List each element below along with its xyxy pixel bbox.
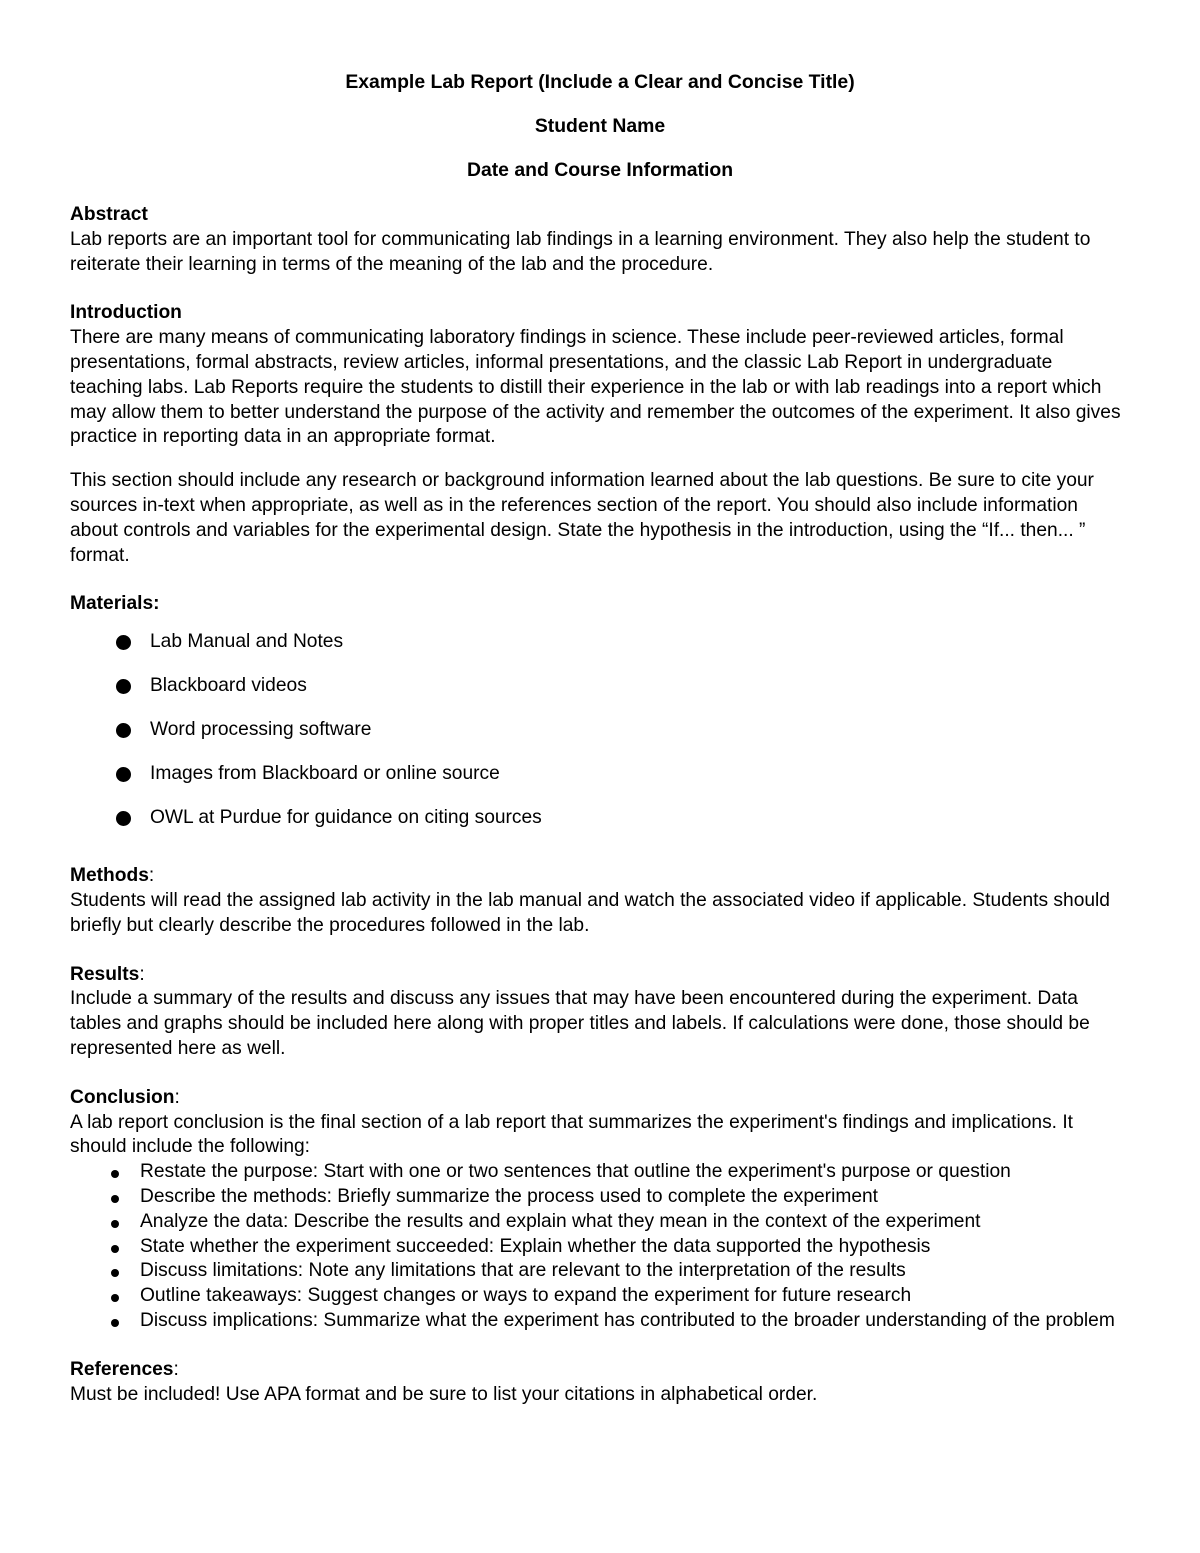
methods-heading-line — [70, 864, 1130, 889]
conclusion-text: A lab report conclusion is the final section of a lab report that summarizes the experiment's findings and implications. It should include the following: — [70, 1111, 1073, 1158]
references-colon: : — [173, 1358, 179, 1380]
references-heading: References — [70, 1358, 174, 1380]
conclusion-list-item — [70, 1185, 1130, 1210]
methods-text: Students will read the assigned lab activity in the lab manual and watch the associated video if applicable. Students should briefly but clearly describe the procedures followed in the lab. — [70, 889, 1110, 936]
materials-item-text: Lab Manual and Notes — [150, 631, 344, 653]
abstract-heading: Abstract — [70, 204, 148, 225]
materials-section — [70, 592, 1130, 850]
conclusion-list — [70, 1160, 1130, 1334]
results-section — [70, 963, 1130, 1062]
conclusion-item-text: Outline takeaways: Suggest changes or ways to expand the experiment for future research — [140, 1285, 912, 1307]
conclusion-item-text: State whether the experiment succeeded: Explain whether the data supported the hypothesis — [140, 1235, 931, 1257]
bullet-icon — [111, 1195, 119, 1203]
bullet-icon — [111, 1294, 119, 1302]
results-colon: : — [139, 963, 145, 985]
materials-item-text: Word processing software — [150, 719, 372, 741]
abstract-section — [70, 203, 1130, 277]
materials-list-item — [70, 762, 1130, 806]
materials-list-item — [70, 630, 1130, 674]
bullet-icon — [116, 723, 131, 738]
references-text: Must be included! Use APA format and be sure to list your citations in alphabetical order. — [70, 1383, 818, 1405]
conclusion-list-item — [70, 1284, 1130, 1309]
conclusion-item-text: Discuss limitations: Note any limitations that are relevant to the interpretation of the results — [140, 1260, 906, 1282]
title-block — [70, 70, 1130, 182]
conclusion-section — [70, 1086, 1130, 1334]
introduction-paragraph-2: This section should include any research or background information learned about the lab questions. Be sure to cite your sources in-text when appropriate, as well as in the references section of the report. You should also include information about controls and variables for the experimental design. State the hypothesis in the introduction, using the “If... then... ” format. — [70, 470, 1094, 566]
conclusion-list-item — [70, 1309, 1130, 1334]
student-name: Student Name — [534, 115, 666, 137]
conclusion-list-item — [70, 1160, 1130, 1185]
bullet-icon — [111, 1170, 119, 1178]
materials-heading: Materials: — [70, 593, 160, 615]
materials-item-text: Images from Blackboard or online source — [150, 763, 500, 785]
bullet-icon — [111, 1269, 119, 1277]
materials-list-item — [70, 806, 1130, 850]
results-text: Include a summary of the results and discuss any issues that may have been encountered during the experiment. Data tables and graphs should be included here along with proper titles and labels. If calculations were done, those should be represented here as well. — [70, 988, 1090, 1059]
conclusion-colon: : — [174, 1086, 180, 1108]
conclusion-list-item — [70, 1210, 1130, 1235]
bullet-icon — [116, 811, 131, 826]
date-course-info: Date and Course Information — [466, 159, 734, 181]
conclusion-item-text: Describe the methods: Briefly summarize the process used to complete the experiment — [140, 1185, 878, 1207]
materials-item-text: Blackboard videos — [150, 675, 307, 697]
report-title: Example Lab Report (Include a Clear and Concise Title) — [345, 71, 855, 93]
conclusion-list-item — [70, 1259, 1130, 1284]
bullet-icon — [116, 679, 131, 694]
methods-heading: Methods — [70, 865, 149, 887]
results-heading: Results — [70, 963, 140, 985]
materials-item-text: OWL at Purdue for guidance on citing sources — [150, 807, 542, 829]
materials-list-item — [70, 718, 1130, 762]
methods-colon: : — [148, 865, 155, 887]
conclusion-item-text: Discuss implications: Summarize what the experiment has contributed to the broader understanding of the problem — [140, 1309, 1115, 1331]
introduction-section — [70, 301, 1130, 568]
references-section — [70, 1358, 1130, 1408]
bullet-icon — [111, 1220, 119, 1228]
conclusion-heading: Conclusion — [70, 1086, 175, 1108]
document-page — [70, 70, 1130, 1431]
bullet-icon — [116, 635, 131, 650]
conclusion-item-text: Restate the purpose: Start with one or two sentences that outline the experiment's purpose or question — [140, 1161, 1011, 1183]
materials-list — [70, 630, 1130, 850]
abstract-text: Lab reports are an important tool for communicating lab findings in a learning environment. They also help the student to reiterate their learning in terms of the meaning of the lab and the procedure. — [70, 228, 1091, 275]
bullet-icon — [111, 1245, 119, 1253]
bullet-icon — [116, 767, 131, 782]
conclusion-list-item — [70, 1235, 1130, 1260]
conclusion-heading-line — [70, 1086, 1130, 1111]
references-heading-line — [70, 1358, 1130, 1383]
introduction-heading: Introduction — [70, 302, 182, 324]
bullet-icon — [111, 1319, 119, 1327]
results-heading-line — [70, 963, 1130, 988]
methods-section — [70, 864, 1130, 938]
introduction-paragraph-1: There are many means of communicating laboratory findings in science. These include peer-reviewed articles, formal presentations, formal abstracts, review articles, informal presentations, and the classic Lab Report in undergraduate teaching labs. Lab Reports require the students to distill their experience in the lab or with lab readings into a report which may allow them to better understand the purpose of the activity and remember the outcomes of the experiment. It also gives practice in reporting data in an appropriate format. — [70, 327, 1121, 448]
materials-list-item — [70, 674, 1130, 718]
conclusion-item-text: Analyze the data: Describe the results and explain what they mean in the context of the experiment — [140, 1210, 981, 1232]
